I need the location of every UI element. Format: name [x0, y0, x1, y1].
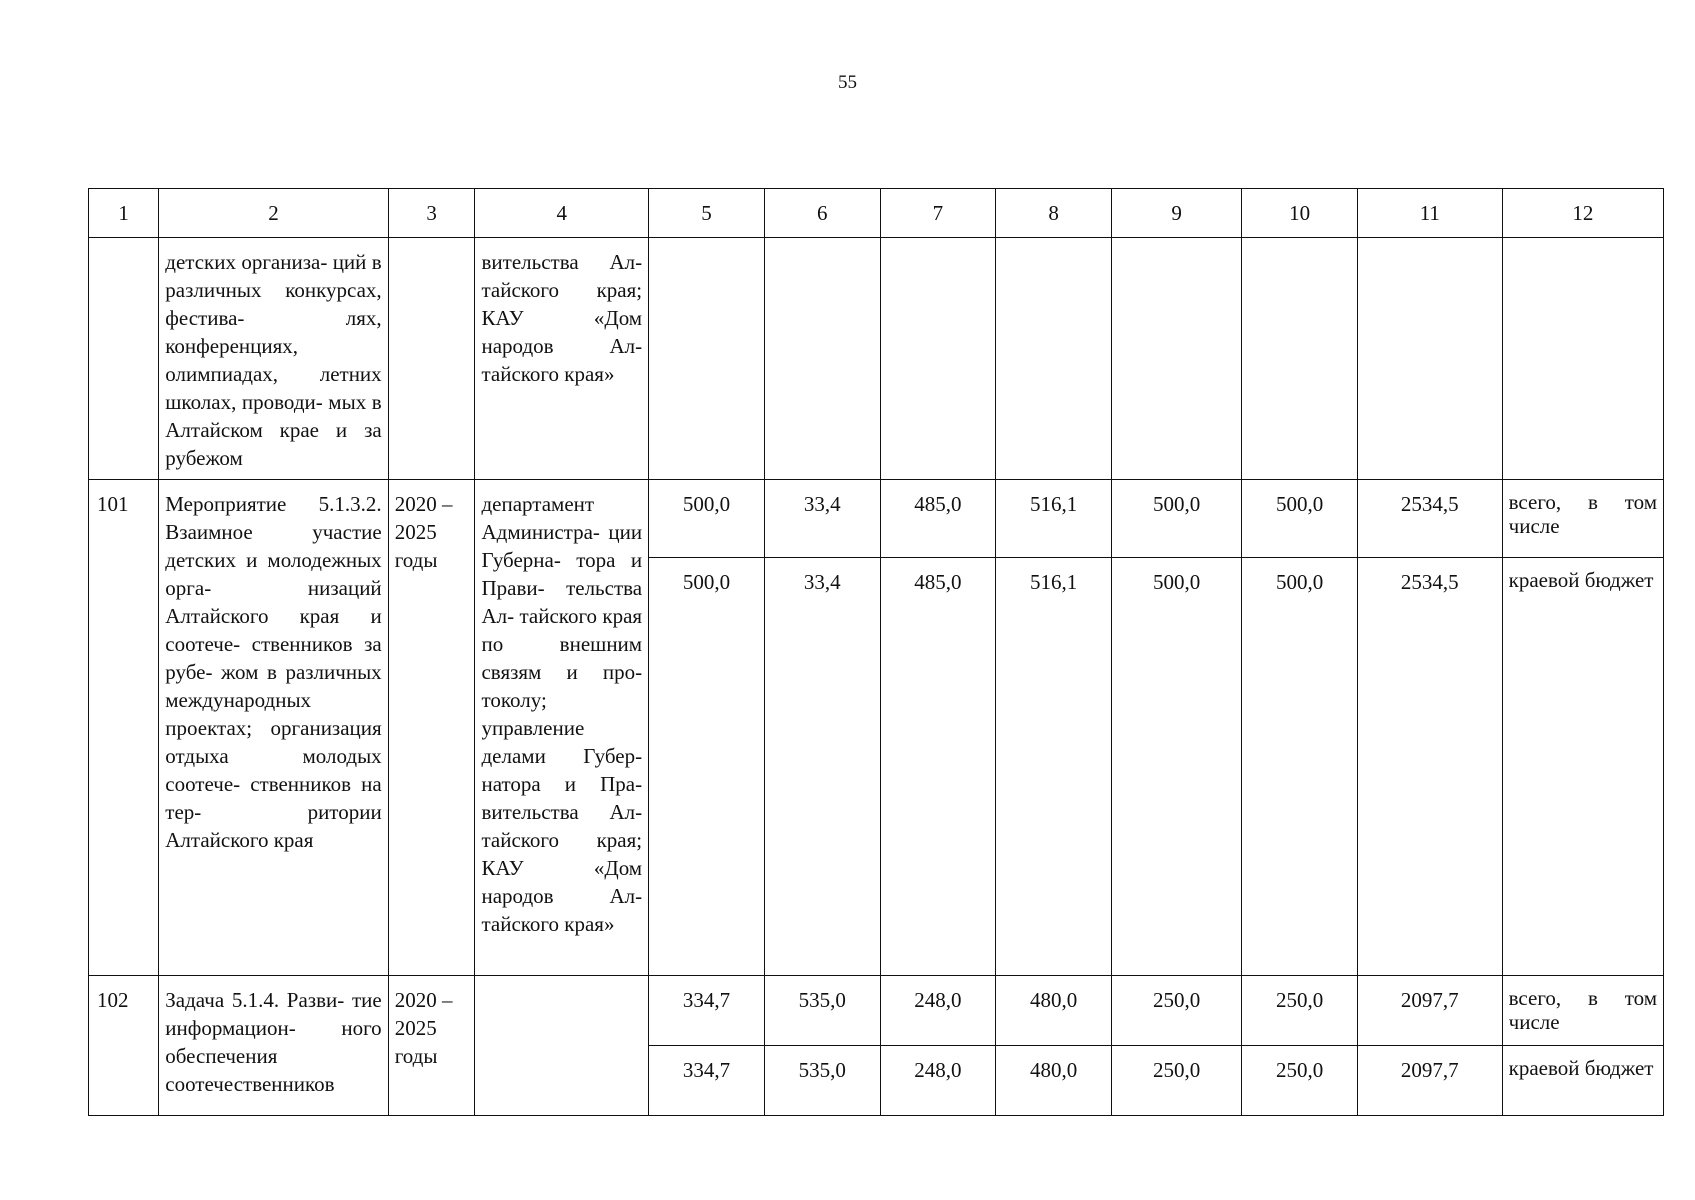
col-header: 6 — [764, 189, 880, 238]
value-cell: 535,0 — [764, 976, 880, 1046]
value-cell: 500,0 — [649, 480, 765, 558]
value-cell: 500,0 — [1112, 558, 1242, 976]
table-row — [89, 480, 1664, 558]
funding-source-cell: краевой бюджет — [1502, 558, 1663, 976]
value-cell: 485,0 — [880, 480, 996, 558]
col-header: 2 — [159, 189, 388, 238]
value-cell: 334,7 — [649, 1046, 765, 1116]
col-header: 11 — [1357, 189, 1502, 238]
value-cell: 516,1 — [996, 558, 1112, 976]
executor-cell: вительства Ал- тайского края; КАУ «Дом народов Ал- тайского края» — [475, 238, 649, 480]
funding-source-cell: всего, в том числе — [1502, 976, 1663, 1046]
value-cell: 480,0 — [996, 976, 1112, 1046]
value-cell: 2534,5 — [1357, 558, 1502, 976]
header-row — [89, 189, 1664, 238]
value-cell: 2097,7 — [1357, 976, 1502, 1046]
row-number-cell — [89, 238, 159, 480]
measure-name-cell: детских организа- ций в различных конкурсах, фестива- лях, конференциях, олимпиадах, летних школах, проводи- мых в Алтайском крае и за рубежом — [159, 238, 388, 480]
measure-name-cell: Мероприятие 5.1.3.2. Взаимное участие детских и молодежных орга- низаций Алтайского края и соотече- ственников за рубе- жом в различных международных проектах; организация отдыха молодых соотече- ственников на тер- ритории Алтайского края — [159, 480, 388, 976]
col-header: 10 — [1242, 189, 1358, 238]
value-cell: 500,0 — [649, 558, 765, 976]
value-cell: 33,4 — [764, 480, 880, 558]
col-header: 5 — [649, 189, 765, 238]
period-cell: 2020 – 2025 годы — [388, 976, 475, 1116]
value-cell: 250,0 — [1112, 976, 1242, 1046]
executor-cell — [475, 976, 649, 1116]
value-cell: 480,0 — [996, 1046, 1112, 1116]
value-cell: 250,0 — [1242, 976, 1358, 1046]
value-cell: 250,0 — [1242, 1046, 1358, 1116]
value-cell: 516,1 — [996, 480, 1112, 558]
value-cell: 500,0 — [1242, 480, 1358, 558]
value-cell: 2097,7 — [1357, 1046, 1502, 1116]
value-cell: 535,0 — [764, 1046, 880, 1116]
value-cell: 250,0 — [1112, 1046, 1242, 1116]
value-cell: 334,7 — [649, 976, 765, 1046]
value-cell: 33,4 — [764, 558, 880, 976]
period-cell: 2020 – 2025 годы — [388, 480, 475, 976]
row-number-cell: 102 — [89, 976, 159, 1116]
funding-source-cell: краевой бюджет — [1502, 1046, 1663, 1116]
table-row — [89, 238, 1664, 480]
col-header: 3 — [388, 189, 475, 238]
measure-name-cell: Задача 5.1.4. Разви- тие информацион- ного обеспечения соотечественников — [159, 976, 388, 1116]
col-header: 12 — [1502, 189, 1663, 238]
value-cell: 500,0 — [1242, 558, 1358, 976]
row-number-cell: 101 — [89, 480, 159, 976]
executor-cell: департамент Администра- ции Губерна- тора и Прави- тельства Ал- тайского края по внешним связям и про- токолу; управление делами Губер- натора и Пра- вительства Ал- тайского края; КАУ «Дом народов Ал- тайского края» — [475, 480, 649, 976]
col-header: 4 — [475, 189, 649, 238]
col-header: 1 — [89, 189, 159, 238]
value-cell: 248,0 — [880, 1046, 996, 1116]
col-header: 7 — [880, 189, 996, 238]
table-row — [89, 976, 1664, 1046]
budget-table — [88, 188, 1664, 1116]
col-header: 9 — [1112, 189, 1242, 238]
col-header: 8 — [996, 189, 1112, 238]
value-cell: 2534,5 — [1357, 480, 1502, 558]
value-cell: 248,0 — [880, 976, 996, 1046]
value-cell: 485,0 — [880, 558, 996, 976]
funding-source-cell: всего, в том числе — [1502, 480, 1663, 558]
page-number: 55 — [838, 72, 857, 93]
period-cell — [388, 238, 475, 480]
value-cell: 500,0 — [1112, 480, 1242, 558]
